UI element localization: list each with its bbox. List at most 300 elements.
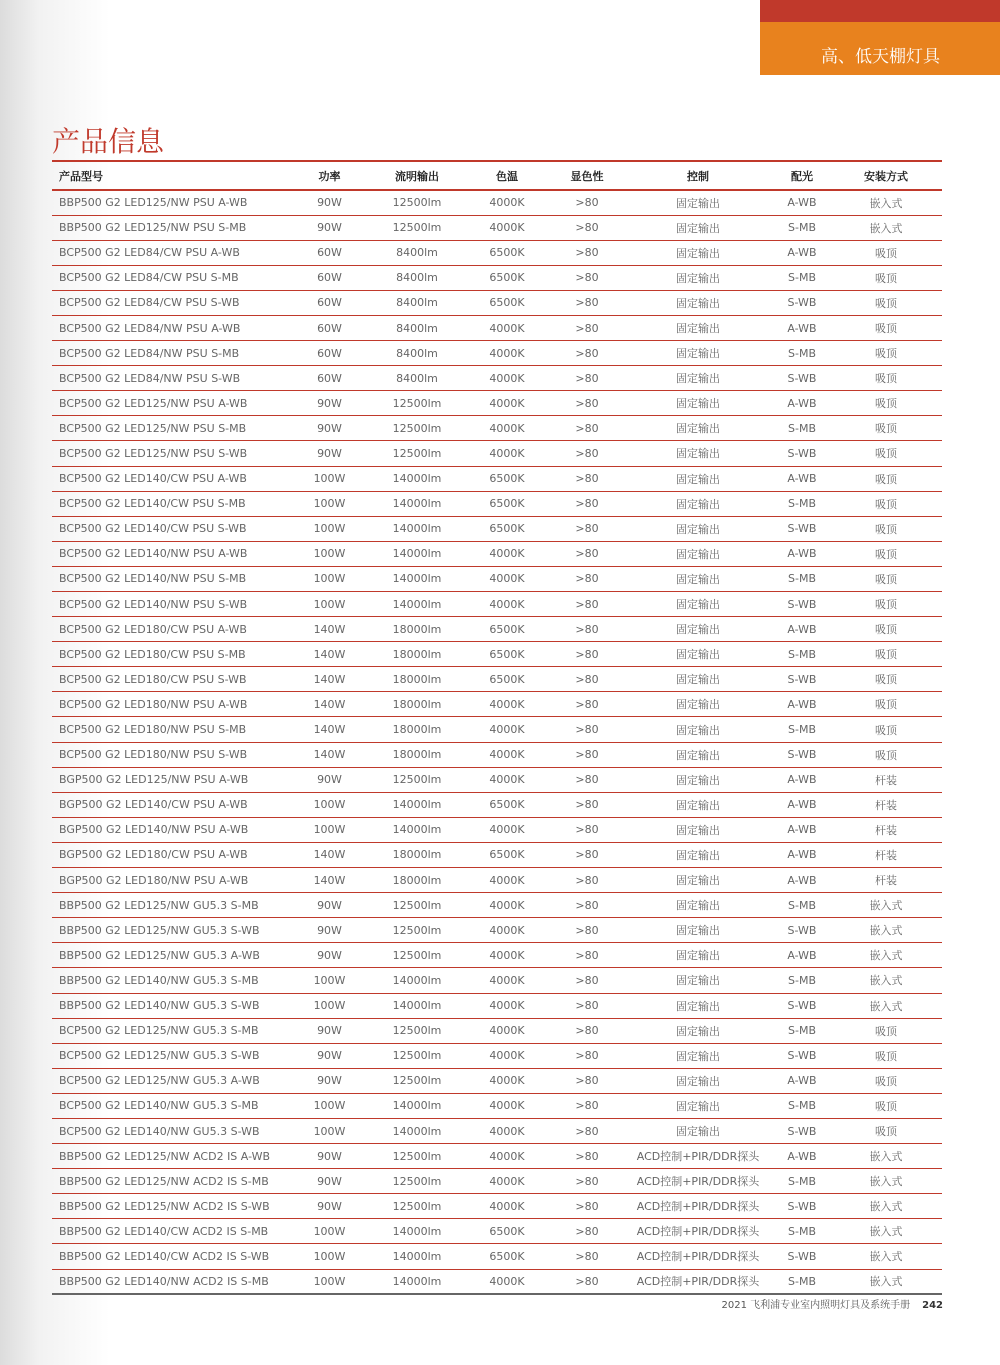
cell-cct: 4000K xyxy=(462,1118,552,1143)
cell-mounting: 吸顶 xyxy=(830,566,942,591)
cell-control: 固定输出 xyxy=(622,642,774,667)
cell-model: BBP500 G2 LED140/NW GU5.3 S-MB xyxy=(52,968,287,993)
cell-cct: 4000K xyxy=(462,190,552,215)
table-row xyxy=(52,893,942,918)
cell-power: 60W xyxy=(287,240,372,265)
cell-lumen: 18000lm xyxy=(372,667,462,692)
cell-mounting: 吸顶 xyxy=(830,341,942,366)
cell-optic: S-MB xyxy=(774,1018,830,1043)
cell-cri: >80 xyxy=(552,792,622,817)
table-row xyxy=(52,1093,942,1118)
cell-optic: S-MB xyxy=(774,215,830,240)
cell-power: 90W xyxy=(287,1018,372,1043)
cell-cri: >80 xyxy=(552,391,622,416)
cell-power: 100W xyxy=(287,541,372,566)
table-row xyxy=(52,1043,942,1068)
cell-lumen: 14000lm xyxy=(372,968,462,993)
cell-model: BGP500 G2 LED125/NW PSU A-WB xyxy=(52,767,287,792)
cell-model: BCP500 G2 LED140/NW PSU A-WB xyxy=(52,541,287,566)
cell-control: 固定输出 xyxy=(622,541,774,566)
cell-mounting: 吸顶 xyxy=(830,366,942,391)
cell-cct: 6500K xyxy=(462,1219,552,1244)
cell-power: 140W xyxy=(287,868,372,893)
cell-power: 90W xyxy=(287,943,372,968)
cell-power: 90W xyxy=(287,190,372,215)
cell-lumen: 14000lm xyxy=(372,817,462,842)
cell-model: BGP500 G2 LED180/CW PSU A-WB xyxy=(52,842,287,867)
table-row xyxy=(52,742,942,767)
cell-optic: A-WB xyxy=(774,692,830,717)
header-power: 功率 xyxy=(287,161,372,190)
cell-cri: >80 xyxy=(552,416,622,441)
cell-cct: 4000K xyxy=(462,566,552,591)
cell-cri: >80 xyxy=(552,1219,622,1244)
table-row xyxy=(52,466,942,491)
cell-cri: >80 xyxy=(552,441,622,466)
cell-cri: >80 xyxy=(552,516,622,541)
cell-model: BCP500 G2 LED84/NW PSU S-MB xyxy=(52,341,287,366)
table-row xyxy=(52,516,942,541)
cell-control: 固定输出 xyxy=(622,290,774,315)
cell-lumen: 8400lm xyxy=(372,341,462,366)
table-row xyxy=(52,792,942,817)
cell-mounting: 吸顶 xyxy=(830,265,942,290)
cell-optic: A-WB xyxy=(774,817,830,842)
table-row xyxy=(52,441,942,466)
cell-control: 固定输出 xyxy=(622,391,774,416)
cell-power: 90W xyxy=(287,1043,372,1068)
table-row xyxy=(52,943,942,968)
cell-lumen: 18000lm xyxy=(372,742,462,767)
cell-cri: >80 xyxy=(552,1018,622,1043)
cell-cri: >80 xyxy=(552,315,622,340)
table-row xyxy=(52,717,942,742)
cell-lumen: 14000lm xyxy=(372,592,462,617)
cell-model: BCP500 G2 LED140/CW PSU S-MB xyxy=(52,491,287,516)
cell-power: 90W xyxy=(287,918,372,943)
cell-control: 固定输出 xyxy=(622,315,774,340)
cell-power: 100W xyxy=(287,466,372,491)
cell-optic: S-MB xyxy=(774,416,830,441)
cell-optic: S-WB xyxy=(774,1043,830,1068)
table-row xyxy=(52,566,942,591)
cell-lumen: 8400lm xyxy=(372,315,462,340)
table-row xyxy=(52,817,942,842)
cell-cri: >80 xyxy=(552,566,622,591)
cell-cri: >80 xyxy=(552,918,622,943)
cell-model: BCP500 G2 LED125/NW PSU A-WB xyxy=(52,391,287,416)
table-row xyxy=(52,968,942,993)
cell-control: 固定输出 xyxy=(622,366,774,391)
cell-control: ACD控制+PIR/DDR探头 xyxy=(622,1144,774,1169)
cell-cri: >80 xyxy=(552,1169,622,1194)
cell-lumen: 8400lm xyxy=(372,366,462,391)
cell-lumen: 12500lm xyxy=(372,391,462,416)
cell-cct: 4000K xyxy=(462,215,552,240)
cell-lumen: 8400lm xyxy=(372,265,462,290)
cell-optic: S-WB xyxy=(774,592,830,617)
cell-control: 固定输出 xyxy=(622,592,774,617)
cell-cri: >80 xyxy=(552,667,622,692)
cell-lumen: 12500lm xyxy=(372,767,462,792)
cell-cri: >80 xyxy=(552,943,622,968)
cell-cct: 4000K xyxy=(462,692,552,717)
cell-control: 固定输出 xyxy=(622,1043,774,1068)
cell-control: 固定输出 xyxy=(622,215,774,240)
cell-optic: A-WB xyxy=(774,767,830,792)
cell-power: 100W xyxy=(287,1269,372,1294)
cell-cri: >80 xyxy=(552,842,622,867)
cell-power: 90W xyxy=(287,1144,372,1169)
cell-power: 140W xyxy=(287,642,372,667)
cell-model: BBP500 G2 LED125/NW ACD2 IS A-WB xyxy=(52,1144,287,1169)
cell-mounting: 吸顶 xyxy=(830,416,942,441)
table-row xyxy=(52,366,942,391)
cell-cri: >80 xyxy=(552,240,622,265)
cell-model: BCP500 G2 LED140/NW GU5.3 S-WB xyxy=(52,1118,287,1143)
cell-optic: S-MB xyxy=(774,642,830,667)
cell-power: 90W xyxy=(287,1068,372,1093)
table-row xyxy=(52,315,942,340)
cell-control: 固定输出 xyxy=(622,717,774,742)
cell-cct: 4000K xyxy=(462,1043,552,1068)
cell-power: 90W xyxy=(287,767,372,792)
cell-lumen: 18000lm xyxy=(372,642,462,667)
cell-model: BCP500 G2 LED180/CW PSU A-WB xyxy=(52,617,287,642)
cell-optic: S-MB xyxy=(774,1219,830,1244)
cell-optic: S-WB xyxy=(774,366,830,391)
cell-cct: 6500K xyxy=(462,466,552,491)
cell-control: 固定输出 xyxy=(622,516,774,541)
cell-cct: 4000K xyxy=(462,742,552,767)
cell-mounting: 吸顶 xyxy=(830,1043,942,1068)
table-row xyxy=(52,617,942,642)
section-tab-label: 高、低天棚灯具 xyxy=(821,47,940,67)
cell-cct: 6500K xyxy=(462,842,552,867)
cell-cct: 4000K xyxy=(462,943,552,968)
table-row xyxy=(52,1118,942,1143)
cell-cri: >80 xyxy=(552,767,622,792)
table-row xyxy=(52,1269,942,1294)
header-cri: 显色性 xyxy=(552,161,622,190)
cell-cri: >80 xyxy=(552,1068,622,1093)
cell-cct: 4000K xyxy=(462,1144,552,1169)
cell-lumen: 12500lm xyxy=(372,1169,462,1194)
cell-lumen: 12500lm xyxy=(372,918,462,943)
cell-control: 固定输出 xyxy=(622,918,774,943)
cell-control: 固定输出 xyxy=(622,491,774,516)
cell-lumen: 18000lm xyxy=(372,717,462,742)
cell-lumen: 14000lm xyxy=(372,491,462,516)
cell-optic: S-WB xyxy=(774,1244,830,1269)
cell-cct: 4000K xyxy=(462,968,552,993)
cell-mounting: 嵌入式 xyxy=(830,1144,942,1169)
cell-optic: S-MB xyxy=(774,1093,830,1118)
cell-mounting: 杆装 xyxy=(830,868,942,893)
cell-lumen: 12500lm xyxy=(372,1043,462,1068)
cell-optic: A-WB xyxy=(774,1068,830,1093)
cell-optic: S-MB xyxy=(774,968,830,993)
cell-mounting: 吸顶 xyxy=(830,1093,942,1118)
cell-control: 固定输出 xyxy=(622,1118,774,1143)
table-row xyxy=(52,341,942,366)
table-row xyxy=(52,667,942,692)
cell-power: 100W xyxy=(287,1244,372,1269)
cell-mounting: 吸顶 xyxy=(830,692,942,717)
cell-lumen: 14000lm xyxy=(372,993,462,1018)
cell-optic: A-WB xyxy=(774,391,830,416)
cell-lumen: 12500lm xyxy=(372,1018,462,1043)
cell-cct: 4000K xyxy=(462,416,552,441)
cell-control: 固定输出 xyxy=(622,466,774,491)
cell-lumen: 12500lm xyxy=(372,1194,462,1219)
cell-control: 固定输出 xyxy=(622,968,774,993)
cell-power: 140W xyxy=(287,617,372,642)
cell-optic: S-WB xyxy=(774,1118,830,1143)
cell-cri: >80 xyxy=(552,1093,622,1118)
cell-power: 100W xyxy=(287,516,372,541)
cell-control: 固定输出 xyxy=(622,341,774,366)
cell-optic: A-WB xyxy=(774,943,830,968)
cell-control: 固定输出 xyxy=(622,817,774,842)
cell-mounting: 吸顶 xyxy=(830,391,942,416)
cell-cct: 4000K xyxy=(462,1068,552,1093)
cell-cri: >80 xyxy=(552,993,622,1018)
cell-model: BBP500 G2 LED140/NW GU5.3 S-WB xyxy=(52,993,287,1018)
cell-optic: S-MB xyxy=(774,566,830,591)
cell-power: 100W xyxy=(287,968,372,993)
cell-optic: A-WB xyxy=(774,466,830,491)
cell-cri: >80 xyxy=(552,617,622,642)
cell-control: 固定输出 xyxy=(622,868,774,893)
cell-cct: 4000K xyxy=(462,1269,552,1294)
header-cct: 色温 xyxy=(462,161,552,190)
cell-control: 固定输出 xyxy=(622,993,774,1018)
cell-optic: S-MB xyxy=(774,893,830,918)
cell-control: 固定输出 xyxy=(622,1093,774,1118)
cell-cri: >80 xyxy=(552,692,622,717)
cell-model: BCP500 G2 LED180/NW PSU S-MB xyxy=(52,717,287,742)
cell-cct: 6500K xyxy=(462,667,552,692)
cell-model: BBP500 G2 LED140/NW ACD2 IS S-MB xyxy=(52,1269,287,1294)
table-row xyxy=(52,868,942,893)
cell-optic: A-WB xyxy=(774,315,830,340)
cell-cri: >80 xyxy=(552,642,622,667)
cell-cri: >80 xyxy=(552,265,622,290)
cell-model: BCP500 G2 LED180/NW PSU S-WB xyxy=(52,742,287,767)
cell-cri: >80 xyxy=(552,290,622,315)
table-row xyxy=(52,1144,942,1169)
cell-cct: 6500K xyxy=(462,1244,552,1269)
cell-mounting: 杆装 xyxy=(830,842,942,867)
cell-lumen: 12500lm xyxy=(372,893,462,918)
cell-control: ACD控制+PIR/DDR探头 xyxy=(622,1269,774,1294)
header-mounting: 安装方式 xyxy=(830,161,942,190)
cell-lumen: 18000lm xyxy=(372,842,462,867)
cell-control: 固定输出 xyxy=(622,566,774,591)
cell-mounting: 吸顶 xyxy=(830,541,942,566)
cell-cri: >80 xyxy=(552,1244,622,1269)
cell-cri: >80 xyxy=(552,717,622,742)
cell-mounting: 嵌入式 xyxy=(830,215,942,240)
cell-cct: 4000K xyxy=(462,1018,552,1043)
section-tab xyxy=(760,0,1000,75)
header-optic: 配光 xyxy=(774,161,830,190)
cell-mounting: 吸顶 xyxy=(830,441,942,466)
cell-model: BBP500 G2 LED125/NW GU5.3 A-WB xyxy=(52,943,287,968)
cell-mounting: 嵌入式 xyxy=(830,993,942,1018)
cell-model: BBP500 G2 LED125/NW ACD2 IS S-MB xyxy=(52,1169,287,1194)
cell-optic: A-WB xyxy=(774,617,830,642)
cell-optic: S-MB xyxy=(774,341,830,366)
cell-optic: S-WB xyxy=(774,441,830,466)
cell-lumen: 14000lm xyxy=(372,1269,462,1294)
cell-control: 固定输出 xyxy=(622,893,774,918)
cell-power: 60W xyxy=(287,290,372,315)
cell-cct: 4000K xyxy=(462,315,552,340)
cell-model: BCP500 G2 LED140/CW PSU A-WB xyxy=(52,466,287,491)
cell-mounting: 吸顶 xyxy=(830,642,942,667)
cell-power: 100W xyxy=(287,566,372,591)
cell-mounting: 嵌入式 xyxy=(830,893,942,918)
table-row xyxy=(52,1244,942,1269)
cell-lumen: 14000lm xyxy=(372,1219,462,1244)
header-model: 产品型号 xyxy=(52,161,287,190)
cell-mounting: 嵌入式 xyxy=(830,190,942,215)
cell-model: BCP500 G2 LED180/CW PSU S-MB xyxy=(52,642,287,667)
cell-cri: >80 xyxy=(552,491,622,516)
cell-model: BBP500 G2 LED125/NW PSU S-MB xyxy=(52,215,287,240)
table-row xyxy=(52,215,942,240)
cell-lumen: 8400lm xyxy=(372,290,462,315)
cell-cri: >80 xyxy=(552,592,622,617)
cell-lumen: 14000lm xyxy=(372,1244,462,1269)
cell-model: BCP500 G2 LED84/CW PSU A-WB xyxy=(52,240,287,265)
cell-cct: 6500K xyxy=(462,240,552,265)
cell-cri: >80 xyxy=(552,1144,622,1169)
cell-control: 固定输出 xyxy=(622,190,774,215)
cell-mounting: 吸顶 xyxy=(830,466,942,491)
cell-lumen: 8400lm xyxy=(372,240,462,265)
cell-control: 固定输出 xyxy=(622,1068,774,1093)
cell-cct: 4000K xyxy=(462,893,552,918)
cell-mounting: 吸顶 xyxy=(830,667,942,692)
cell-model: BCP500 G2 LED84/CW PSU S-WB xyxy=(52,290,287,315)
page-title: 产品信息 xyxy=(52,125,165,158)
cell-power: 140W xyxy=(287,667,372,692)
cell-control: 固定输出 xyxy=(622,692,774,717)
table-row xyxy=(52,391,942,416)
cell-cct: 4000K xyxy=(462,1194,552,1219)
cell-optic: S-MB xyxy=(774,265,830,290)
cell-power: 60W xyxy=(287,315,372,340)
cell-power: 140W xyxy=(287,742,372,767)
cell-mounting: 吸顶 xyxy=(830,240,942,265)
cell-power: 100W xyxy=(287,993,372,1018)
table-row xyxy=(52,592,942,617)
cell-power: 90W xyxy=(287,215,372,240)
table-row xyxy=(52,993,942,1018)
cell-cct: 4000K xyxy=(462,817,552,842)
footer-text: 2021 飞利浦专业室内照明灯具及系统手册 xyxy=(721,1300,911,1311)
cell-control: 固定输出 xyxy=(622,240,774,265)
table-row xyxy=(52,1068,942,1093)
cell-mounting: 嵌入式 xyxy=(830,968,942,993)
cell-model: BGP500 G2 LED180/NW PSU A-WB xyxy=(52,868,287,893)
cell-optic: S-WB xyxy=(774,742,830,767)
cell-mounting: 吸顶 xyxy=(830,1018,942,1043)
cell-lumen: 12500lm xyxy=(372,441,462,466)
cell-cct: 4000K xyxy=(462,541,552,566)
cell-model: BCP500 G2 LED125/NW PSU S-MB xyxy=(52,416,287,441)
cell-cri: >80 xyxy=(552,366,622,391)
cell-cri: >80 xyxy=(552,1043,622,1068)
cell-lumen: 12500lm xyxy=(372,1144,462,1169)
cell-cct: 4000K xyxy=(462,366,552,391)
cell-mounting: 吸顶 xyxy=(830,742,942,767)
cell-power: 60W xyxy=(287,366,372,391)
header-lumen: 流明输出 xyxy=(372,161,462,190)
cell-control: 固定输出 xyxy=(622,617,774,642)
cell-cct: 6500K xyxy=(462,290,552,315)
cell-mounting: 吸顶 xyxy=(830,491,942,516)
cell-lumen: 14000lm xyxy=(372,566,462,591)
table-row xyxy=(52,1194,942,1219)
section-tab-stripe xyxy=(760,0,1000,22)
cell-mounting: 杆装 xyxy=(830,767,942,792)
cell-cri: >80 xyxy=(552,742,622,767)
cell-control: 固定输出 xyxy=(622,1018,774,1043)
cell-cri: >80 xyxy=(552,893,622,918)
table-header-row xyxy=(52,161,942,190)
cell-optic: S-WB xyxy=(774,993,830,1018)
table-row xyxy=(52,491,942,516)
cell-cct: 4000K xyxy=(462,1169,552,1194)
cell-optic: S-MB xyxy=(774,491,830,516)
table-row xyxy=(52,265,942,290)
cell-control: 固定输出 xyxy=(622,667,774,692)
cell-optic: S-WB xyxy=(774,290,830,315)
cell-cri: >80 xyxy=(552,466,622,491)
cell-power: 90W xyxy=(287,391,372,416)
cell-cct: 4000K xyxy=(462,767,552,792)
cell-cct: 4000K xyxy=(462,1093,552,1118)
cell-model: BCP500 G2 LED125/NW GU5.3 A-WB xyxy=(52,1068,287,1093)
cell-model: BCP500 G2 LED140/NW PSU S-WB xyxy=(52,592,287,617)
cell-control: 固定输出 xyxy=(622,767,774,792)
cell-cct: 4000K xyxy=(462,918,552,943)
cell-control: ACD控制+PIR/DDR探头 xyxy=(622,1194,774,1219)
table-row xyxy=(52,1018,942,1043)
cell-lumen: 12500lm xyxy=(372,190,462,215)
cell-cct: 6500K xyxy=(462,642,552,667)
table-row xyxy=(52,541,942,566)
cell-model: BCP500 G2 LED140/NW GU5.3 S-MB xyxy=(52,1093,287,1118)
cell-model: BCP500 G2 LED84/NW PSU A-WB xyxy=(52,315,287,340)
cell-optic: S-MB xyxy=(774,1269,830,1294)
cell-power: 90W xyxy=(287,1169,372,1194)
cell-power: 100W xyxy=(287,1118,372,1143)
cell-optic: S-MB xyxy=(774,1169,830,1194)
cell-cct: 6500K xyxy=(462,792,552,817)
cell-control: 固定输出 xyxy=(622,265,774,290)
cell-cct: 4000K xyxy=(462,391,552,416)
header-control: 控制 xyxy=(622,161,774,190)
cell-model: BCP500 G2 LED125/NW PSU S-WB xyxy=(52,441,287,466)
cell-lumen: 14000lm xyxy=(372,466,462,491)
cell-model: BBP500 G2 LED125/NW GU5.3 S-WB xyxy=(52,918,287,943)
cell-lumen: 12500lm xyxy=(372,943,462,968)
